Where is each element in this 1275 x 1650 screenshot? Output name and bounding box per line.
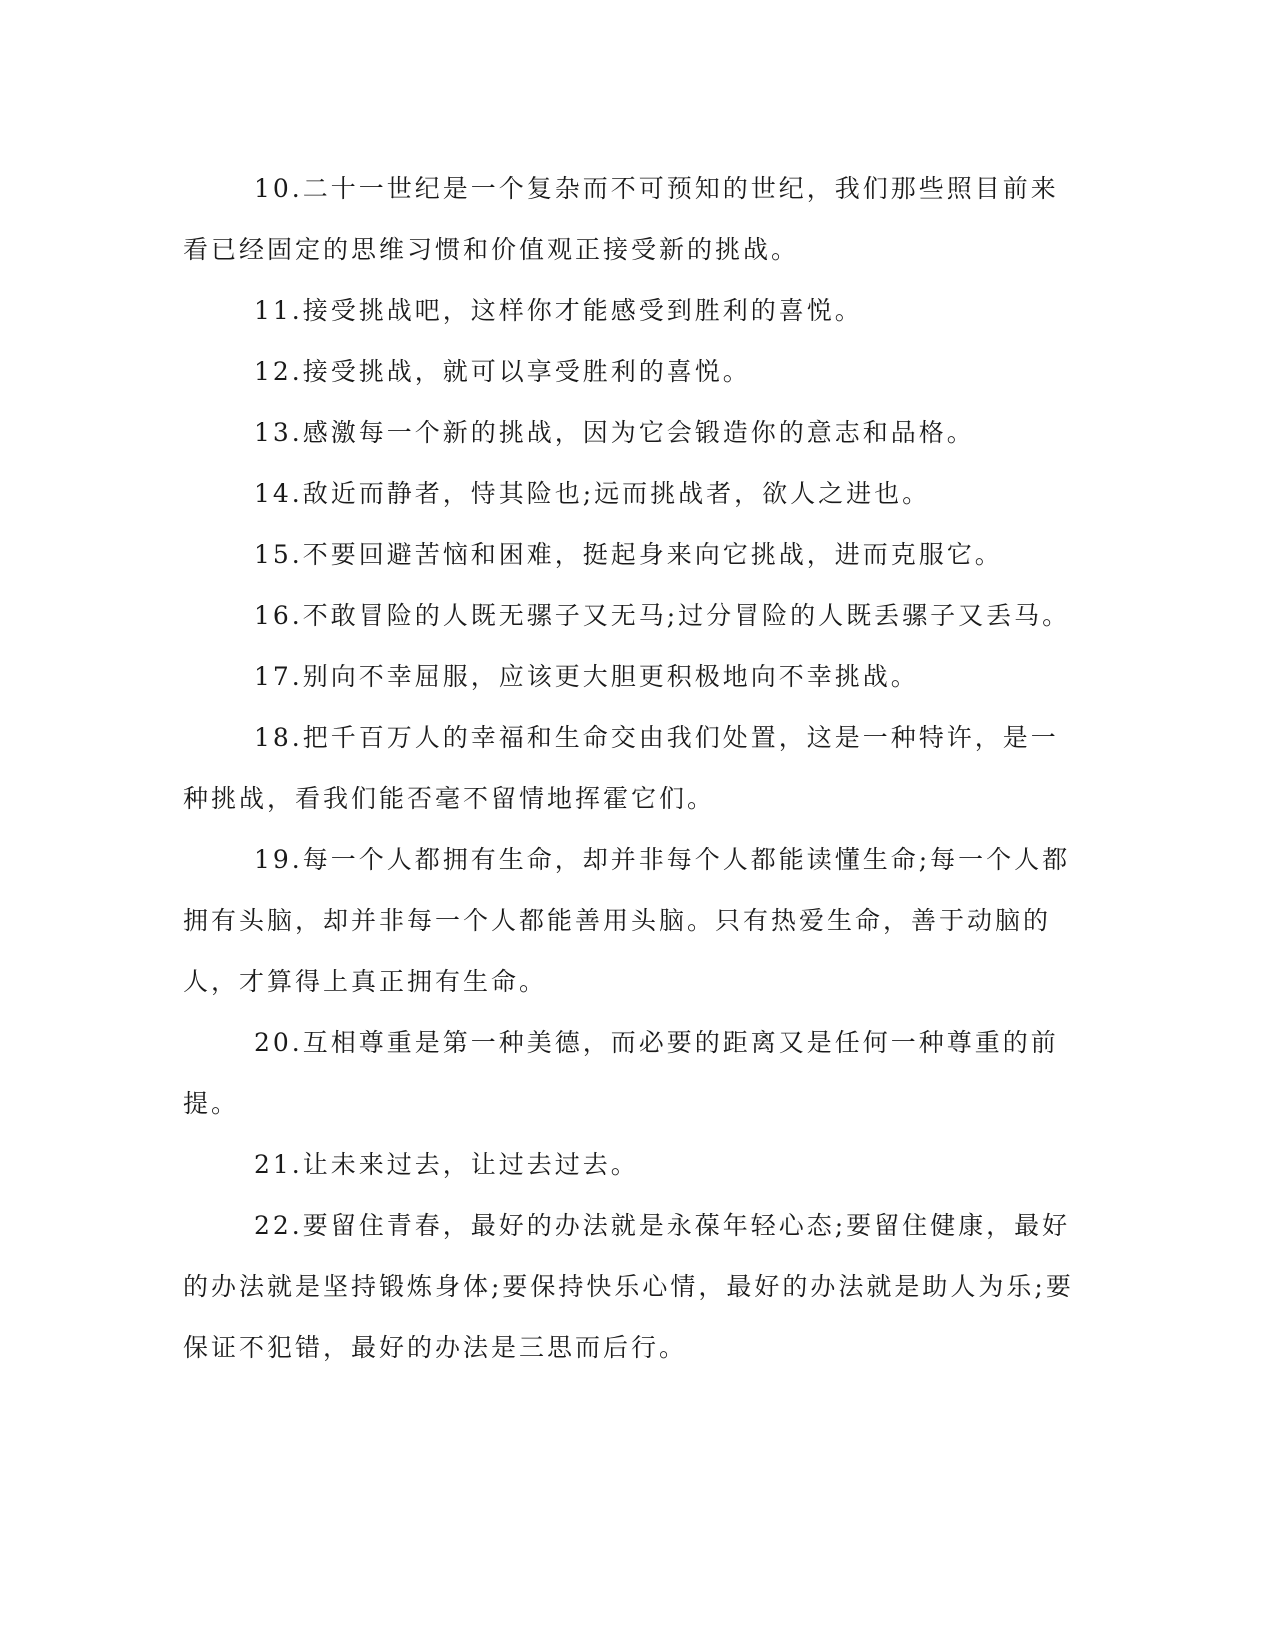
paragraph-16: 16.不敢冒险的人既无骡子又无马;过分冒险的人既丢骡子又丢马。	[254, 601, 1071, 630]
paragraph-12: 12.接受挑战，就可以享受胜利的喜悦。	[254, 357, 751, 386]
paragraph-14: 14.敌近而静者，恃其险也;远而挑战者，欲人之进也。	[254, 479, 931, 508]
paragraph-21: 21.让未来过去，让过去过去。	[254, 1150, 639, 1179]
paragraph-22: 22.要留住青春，最好的办法就是永葆年轻心态;要留住健康，最好的办法就是坚持锻炼身体;要保持快乐心情，最好的办法就是助人为乐;要保证不犯错，最好的办法是三思而后行。	[183, 1211, 1074, 1362]
paragraph-10: 10.二十一世纪是一个复杂而不可预知的世纪，我们那些照目前来看已经固定的思维习惯和价值观正接受新的挑战。	[183, 174, 1059, 264]
paragraph-20: 20.互相尊重是第一种美德，而必要的距离又是任何一种尊重的前提。	[183, 1028, 1059, 1118]
paragraph-17: 17.别向不幸屈服，应该更大胆更积极地向不幸挑战。	[254, 662, 919, 691]
document-body	[183, 158, 1083, 1378]
paragraph-15: 15.不要回避苦恼和困难，挺起身来向它挑战，进而克服它。	[254, 540, 1003, 569]
paragraph-11: 11.接受挑战吧，这样你才能感受到胜利的喜悦。	[254, 296, 863, 325]
paragraph-13: 13.感激每一个新的挑战，因为它会锻造你的意志和品格。	[254, 418, 975, 447]
paragraph-19: 19.每一个人都拥有生命，却并非每个人都能读懂生命;每一个人都拥有头脑，却并非每一个人都能善用头脑。只有热爱生命，善于动脑的人，才算得上真正拥有生命。	[183, 845, 1071, 996]
paragraph-18: 18.把千百万人的幸福和生命交由我们处置，这是一种特许，是一种挑战，看我们能否毫不留情地挥霍它们。	[183, 723, 1059, 813]
